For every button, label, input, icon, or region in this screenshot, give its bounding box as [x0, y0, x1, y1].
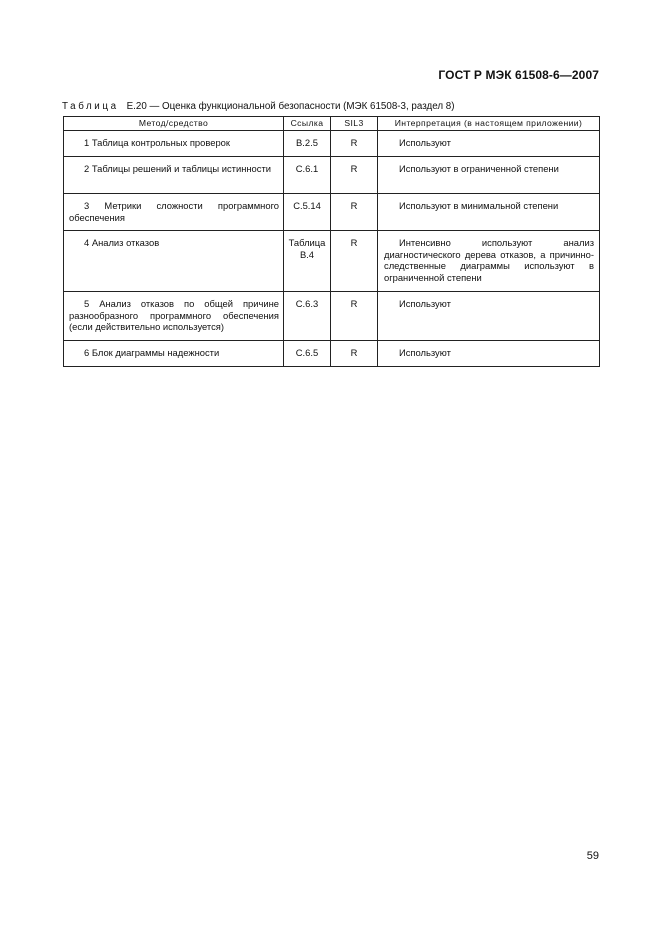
column-header-method: Метод/средство	[64, 117, 284, 131]
sil3-cell: R	[331, 341, 378, 367]
method-cell: 1 Таблица контрольных проверок	[64, 131, 284, 157]
table-row	[64, 194, 600, 231]
sil3-cell: R	[331, 131, 378, 157]
method-cell: 2 Таблицы решений и таблицы истинности	[64, 157, 284, 194]
interpretation-cell: Используют	[378, 341, 600, 367]
column-header-sil3: SIL3	[331, 117, 378, 131]
assessment-table	[63, 116, 600, 367]
page-number: 59	[586, 850, 599, 862]
interpretation-cell: Используют	[378, 292, 600, 341]
method-cell: 6 Блок диаграммы надежности	[64, 341, 284, 367]
reference-cell: C.6.5	[284, 341, 331, 367]
column-header-reference: Ссылка	[284, 117, 331, 131]
table-row	[64, 231, 600, 292]
document-code: ГОСТ Р МЭК 61508-6—2007	[438, 68, 599, 82]
reference-cell: Таблица B.4	[284, 231, 331, 292]
table-header-row	[64, 117, 600, 131]
interpretation-cell: Используют в минимальной степени	[378, 194, 600, 231]
method-cell: 5 Анализ отказов по общей причине разнообразного программного обеспечения (если действительно используется)	[64, 292, 284, 341]
method-cell: 3 Метрики сложности программного обеспечения	[64, 194, 284, 231]
caption-label: Таблица	[62, 101, 119, 112]
interpretation-cell: Используют	[378, 131, 600, 157]
interpretation-cell: Интенсивно используют анализ диагностического дерева отказов, а причинно-следственные диаграммы используют в ограниченной степени	[378, 231, 600, 292]
table-row	[64, 157, 600, 194]
sil3-cell: R	[331, 194, 378, 231]
reference-cell: C.6.3	[284, 292, 331, 341]
sil3-cell: R	[331, 292, 378, 341]
table-caption	[62, 101, 599, 112]
column-header-interpretation: Интерпретация (в настоящем приложении)	[378, 117, 600, 131]
table-row	[64, 341, 600, 367]
sil3-cell: R	[331, 231, 378, 292]
table-row	[64, 131, 600, 157]
sil3-cell: R	[331, 157, 378, 194]
table-row	[64, 292, 600, 341]
method-cell: 4 Анализ отказов	[64, 231, 284, 292]
caption-text: E.20 — Оценка функциональной безопасности (МЭК 61508-3, раздел 8)	[126, 101, 455, 112]
reference-cell: B.2.5	[284, 131, 331, 157]
reference-cell: C.6.1	[284, 157, 331, 194]
reference-cell: C.5.14	[284, 194, 331, 231]
interpretation-cell: Используют в ограниченной степени	[378, 157, 600, 194]
